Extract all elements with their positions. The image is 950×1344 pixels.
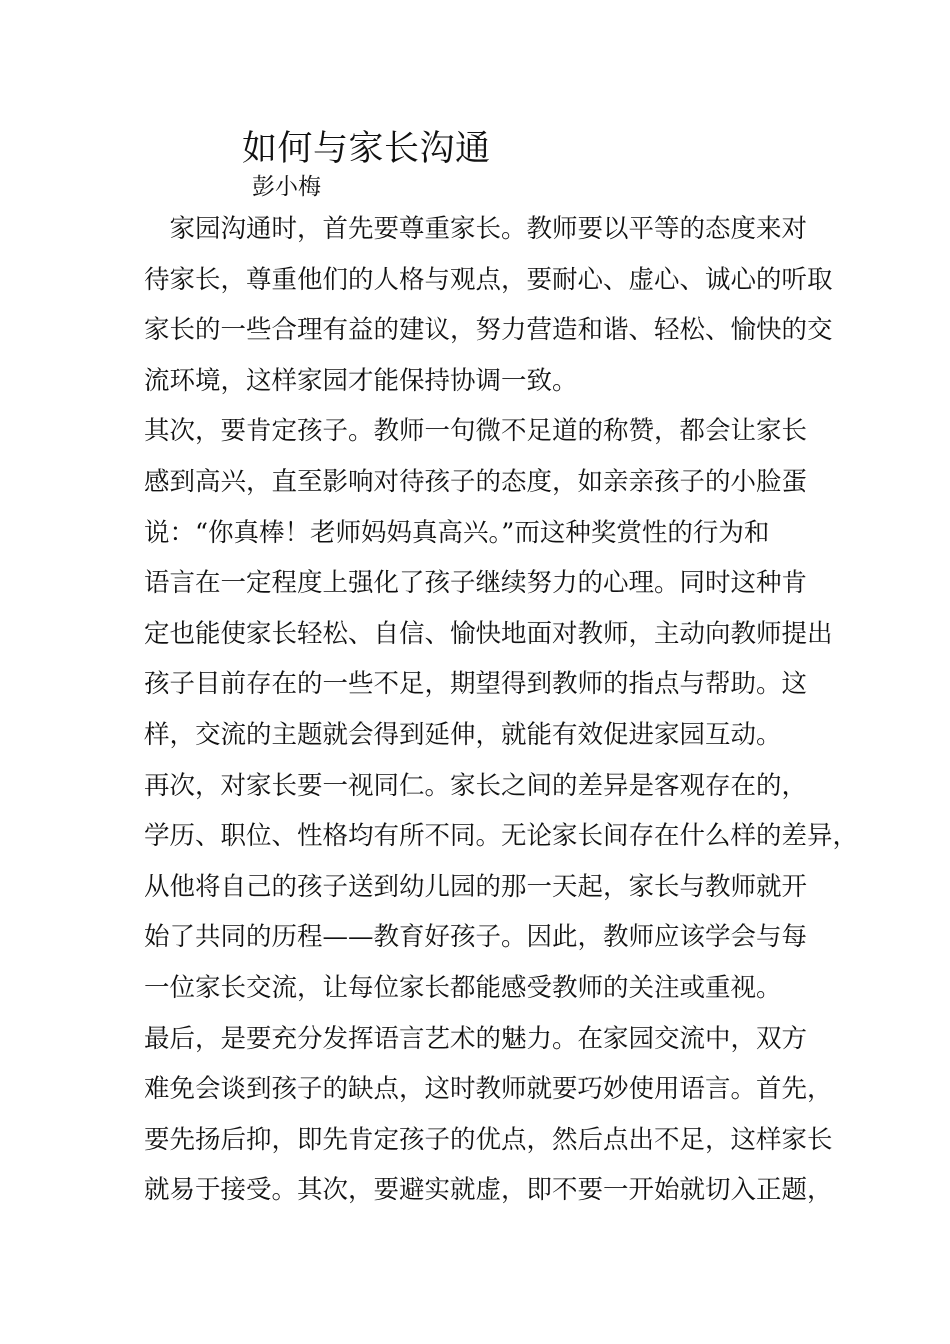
body-line: 一位家长交流，让每位家长都能感受教师的关注或重视。: [144, 972, 782, 1003]
body-line: 流环境，这样家园才能保持协调一致。: [144, 365, 578, 396]
body-line: 语言在一定程度上强化了孩子继续努力的心理。同时这种肯: [144, 568, 808, 599]
body-line: 学历、职位、性格均有所不同。无论家长间存在什么样的差异，: [144, 821, 859, 852]
body-line: 说：“你真棒！老师妈妈真高兴。”而这种奖赏性的行为和: [144, 517, 770, 548]
body-line: 其次，要肯定孩子。教师一句微不足道的称赞，都会让家长: [144, 416, 808, 447]
body-line: 家园沟通时，首先要尊重家长。教师要以平等的态度来对: [144, 214, 808, 244]
body-line: 定也能使家长轻松、自信、愉快地面对教师，主动向教师提出: [144, 618, 833, 649]
document-author: 彭小梅: [252, 174, 321, 200]
body-line: 样，交流的主题就会得到延伸，就能有效促进家园互动。: [144, 719, 782, 750]
body-line: 待家长，尊重他们的人格与观点，要耐心、虚心、诚心的听取: [144, 264, 833, 295]
body-line: 要先扬后抑，即先肯定孩子的优点，然后点出不足，这样家长: [144, 1124, 833, 1155]
document-title: 如何与家长沟通: [242, 129, 491, 169]
document-body: [144, 204, 859, 1216]
body-line: 难免会谈到孩子的缺点，这时教师就要巧妙使用语言。首先，: [144, 1074, 833, 1105]
body-line: 就易于接受。其次，要避实就虚，即不要一开始就切入正题，: [144, 1175, 833, 1206]
body-line: 家长的一些合理有益的建议，努力营造和谐、轻松、愉快的交: [144, 315, 833, 346]
body-line: 感到高兴，直至影响对待孩子的态度，如亲亲孩子的小脸蛋: [144, 466, 808, 497]
body-line: 孩子目前存在的一些不足，期望得到教师的指点与帮助。这: [144, 669, 808, 700]
body-line: 从他将自己的孩子送到幼儿园的那一天起，家长与教师就开: [144, 871, 808, 902]
body-line: 最后，是要充分发挥语言艺术的魅力。在家园交流中，双方: [144, 1023, 808, 1054]
body-line: 始了共同的历程——教育好孩子。因此，教师应该学会与每: [144, 922, 808, 953]
body-line: 再次，对家长要一视同仁。家长之间的差异是客观存在的，: [144, 770, 808, 801]
